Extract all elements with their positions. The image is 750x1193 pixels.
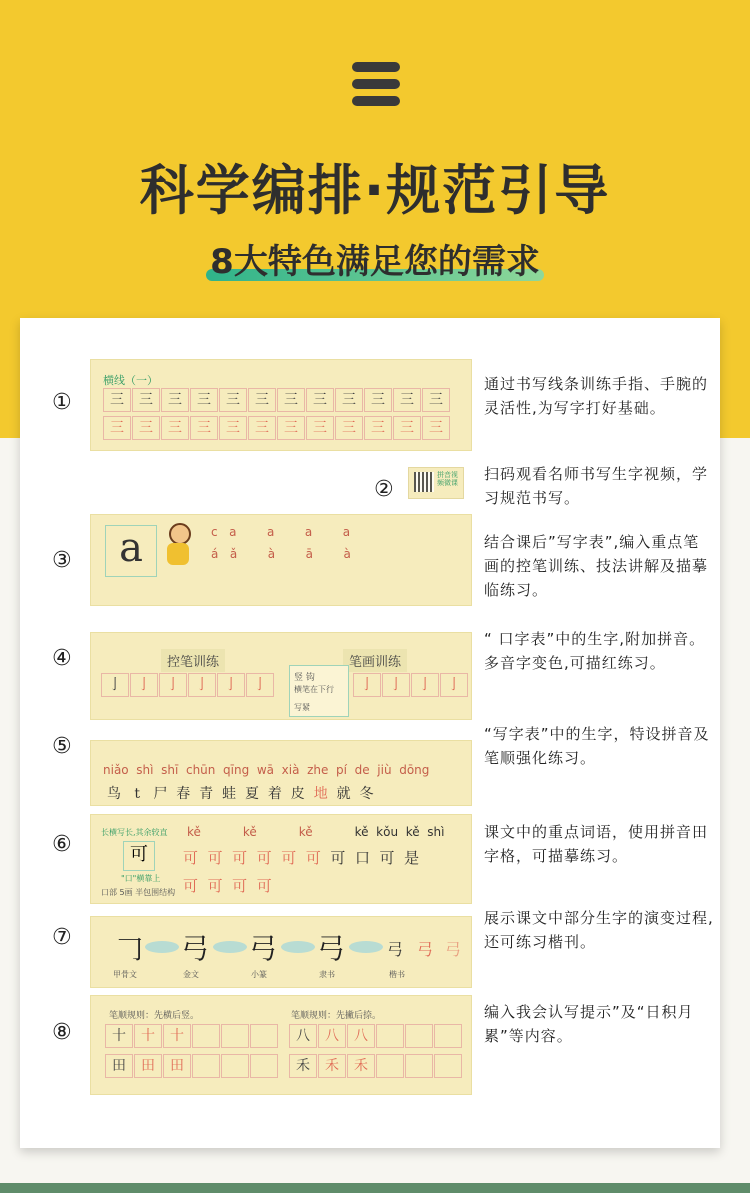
grid-cell: 亅 [159, 673, 187, 697]
feature-text-8: 编入我会认写提示”及“日积月累”等内容。 [484, 1003, 694, 1045]
sample-label: 横线（一） [103, 374, 158, 387]
control-training-title: 控笔训练 [161, 649, 225, 672]
grid-cell: 亅 [246, 673, 274, 697]
grid-cell: 禾 [347, 1054, 375, 1078]
grid-cell [192, 1024, 220, 1048]
grid-cell: 亅 [440, 673, 468, 697]
arrow-swirl-icon [349, 941, 383, 953]
char-line: 鸟 t 尸 春 青 蛙 夏 着 皮 地 就 冬 [107, 786, 374, 802]
grid-cell: 三 [132, 388, 160, 412]
qr-code-icon [414, 472, 434, 492]
page-subtitle: 8大特色满足您的需求 [206, 234, 544, 283]
stroke-guide-box: 竖 钩 横笔在下行 写紧 [289, 665, 349, 717]
feature-number-6: ⑥ [52, 832, 72, 857]
grid-cell: 田 [134, 1054, 162, 1078]
grid-cell: 三 [219, 388, 247, 412]
grid-cell: 八 [289, 1024, 317, 1048]
grid-cell: 田 [163, 1054, 191, 1078]
sample-grid-row [103, 416, 451, 440]
cartoon-boy-icon [163, 523, 193, 571]
grid-cell [376, 1024, 404, 1048]
grid-cell: 亅 [101, 673, 129, 697]
grid-cell: 八 [347, 1024, 375, 1048]
grid-cell: 亅 [130, 673, 158, 697]
grid-cell: 亅 [382, 673, 410, 697]
feature-text-1: 通过书写线条训练手指、手腕的灵活性,为写字打好基础。 [484, 375, 709, 417]
grid-cell: 禾 [318, 1054, 346, 1078]
grid-cell: 亅 [217, 673, 245, 697]
grid-cell: 三 [393, 416, 421, 440]
grid-cell: 三 [393, 388, 421, 412]
grid-cell: 三 [422, 416, 450, 440]
grid-cell: 三 [248, 416, 276, 440]
arrow-swirl-icon [145, 941, 179, 953]
rule-grid-b1 [289, 1024, 463, 1048]
grid-cell: 三 [190, 388, 218, 412]
rule-grid-b2 [289, 1054, 463, 1078]
grid-cell [405, 1024, 433, 1048]
grid-cell: 八 [318, 1024, 346, 1048]
subtitle-wrap [0, 234, 750, 283]
grid-cell [250, 1024, 278, 1048]
sample-stroke-training [90, 632, 472, 720]
grid-cell: 三 [248, 388, 276, 412]
grid-cell: 三 [161, 388, 189, 412]
grid-cell: 三 [103, 388, 131, 412]
feature-number-1: ① [52, 390, 72, 415]
sample-pinyin-training [90, 514, 472, 606]
model-char: 可 [123, 841, 155, 871]
bottom-stripe [0, 1183, 750, 1193]
grid-cell [376, 1054, 404, 1078]
sample-line-training [90, 359, 472, 451]
grid-cell [405, 1054, 433, 1078]
grid-cell [434, 1024, 462, 1048]
feature-number-5: ⑤ [52, 734, 72, 759]
stroke-grid [101, 673, 275, 697]
feature-text-7: 展示课文中部分生字的演变过程,还可练习楷刊。 [484, 909, 714, 951]
rule-grid-a2 [105, 1054, 279, 1078]
grid-cell: 十 [105, 1024, 133, 1048]
grid-cell: 十 [163, 1024, 191, 1048]
feature-text-3: 结合课后”写字表”,编入重点笔画的控笔训练、技法讲解及描摹临练习。 [484, 533, 709, 599]
grid-cell: 三 [364, 416, 392, 440]
qr-code[interactable] [408, 467, 464, 499]
grid-cell: 田 [105, 1054, 133, 1078]
sample-word-practice: 长横写长,其余较直 可 "口"横靠上 口部 5画 半包围结构 kě kě kě kě kǒu kě shì 可 可 可 可 可 可 可 口 可 是 可 可 可 可 [90, 814, 472, 904]
grid-cell [221, 1024, 249, 1048]
grid-cell: 三 [306, 416, 334, 440]
grid-cell: 三 [219, 416, 247, 440]
arrow-swirl-icon [213, 941, 247, 953]
word-pinyin: kě kě kě kě kǒu kě shì [187, 825, 445, 839]
pinyin-row-2: á ǎ à ā à [211, 547, 351, 561]
feature-number-3: ③ [52, 548, 72, 573]
grid-cell: 三 [277, 388, 305, 412]
qr-label: 拼音视频微课 [437, 471, 458, 487]
grid-cell: 三 [103, 416, 131, 440]
grid-cell [434, 1054, 462, 1078]
feature-number-2: ② [374, 477, 394, 502]
stroke-grid-right [353, 673, 469, 697]
grid-cell: 三 [190, 416, 218, 440]
word-chars: 可 可 可 可 可 可 可 口 可 是 [183, 849, 420, 867]
pinyin-letter: a [105, 525, 157, 577]
feature-number-8: ⑧ [52, 1020, 72, 1045]
grid-cell: 亅 [188, 673, 216, 697]
grid-cell: 三 [277, 416, 305, 440]
stroke-training-title: 笔画训练 [343, 649, 407, 672]
pinyin-line: niǎo shì shī chūn qīng wā xià zhe pí de jiù dōng [103, 763, 430, 777]
grid-cell: 三 [335, 416, 363, 440]
grid-cell: 亅 [353, 673, 381, 697]
grid-cell [250, 1054, 278, 1078]
menu-icon[interactable] [352, 62, 400, 106]
grid-cell: 三 [364, 388, 392, 412]
feature-number-4: ④ [52, 646, 72, 671]
grid-cell: 十 [134, 1024, 162, 1048]
sample-char-evolution: 𠃌 弓 弓 弓 弓 弓 弓 甲骨文 金文 小篆 隶书 楷书 [90, 916, 472, 988]
pinyin-row-1: c a a a a [211, 525, 351, 539]
grid-cell [221, 1054, 249, 1078]
sample-stroke-rules: 笔顺规则：先横后竖。 笔顺规则：先撇后捺。 十 十 十 田 田 田 八 八 八 禾 禾 禾 [90, 995, 472, 1095]
grid-cell: 三 [306, 388, 334, 412]
grid-cell: 三 [422, 388, 450, 412]
sample-pinyin-chars [90, 740, 472, 806]
grid-cell: 禾 [289, 1054, 317, 1078]
rule-grid-a1 [105, 1024, 279, 1048]
feature-number-7: ⑦ [52, 925, 72, 950]
page-title: 科学编排·规范引导 [139, 159, 611, 222]
grid-cell: 三 [132, 416, 160, 440]
grid-cell [192, 1054, 220, 1078]
grid-cell: 三 [161, 416, 189, 440]
arrow-swirl-icon [281, 941, 315, 953]
feature-text-6: 课文中的重点词语，使用拼音田字格，可描摹练习。 [484, 823, 709, 865]
word-chars-row2: 可 可 可 可 [183, 877, 272, 895]
sample-grid-row [103, 388, 451, 412]
feature-text-4: “ 口字表”中的生字,附加拼音。多音字变色,可描红练习。 [484, 630, 706, 672]
feature-text-5: “写字表”中的生字，特设拼音及笔顺强化练习。 [484, 725, 710, 767]
grid-cell: 亅 [411, 673, 439, 697]
grid-cell: 三 [335, 388, 363, 412]
feature-text-2: 扫码观看名师书写生字视频，学习规范书写。 [484, 465, 709, 507]
